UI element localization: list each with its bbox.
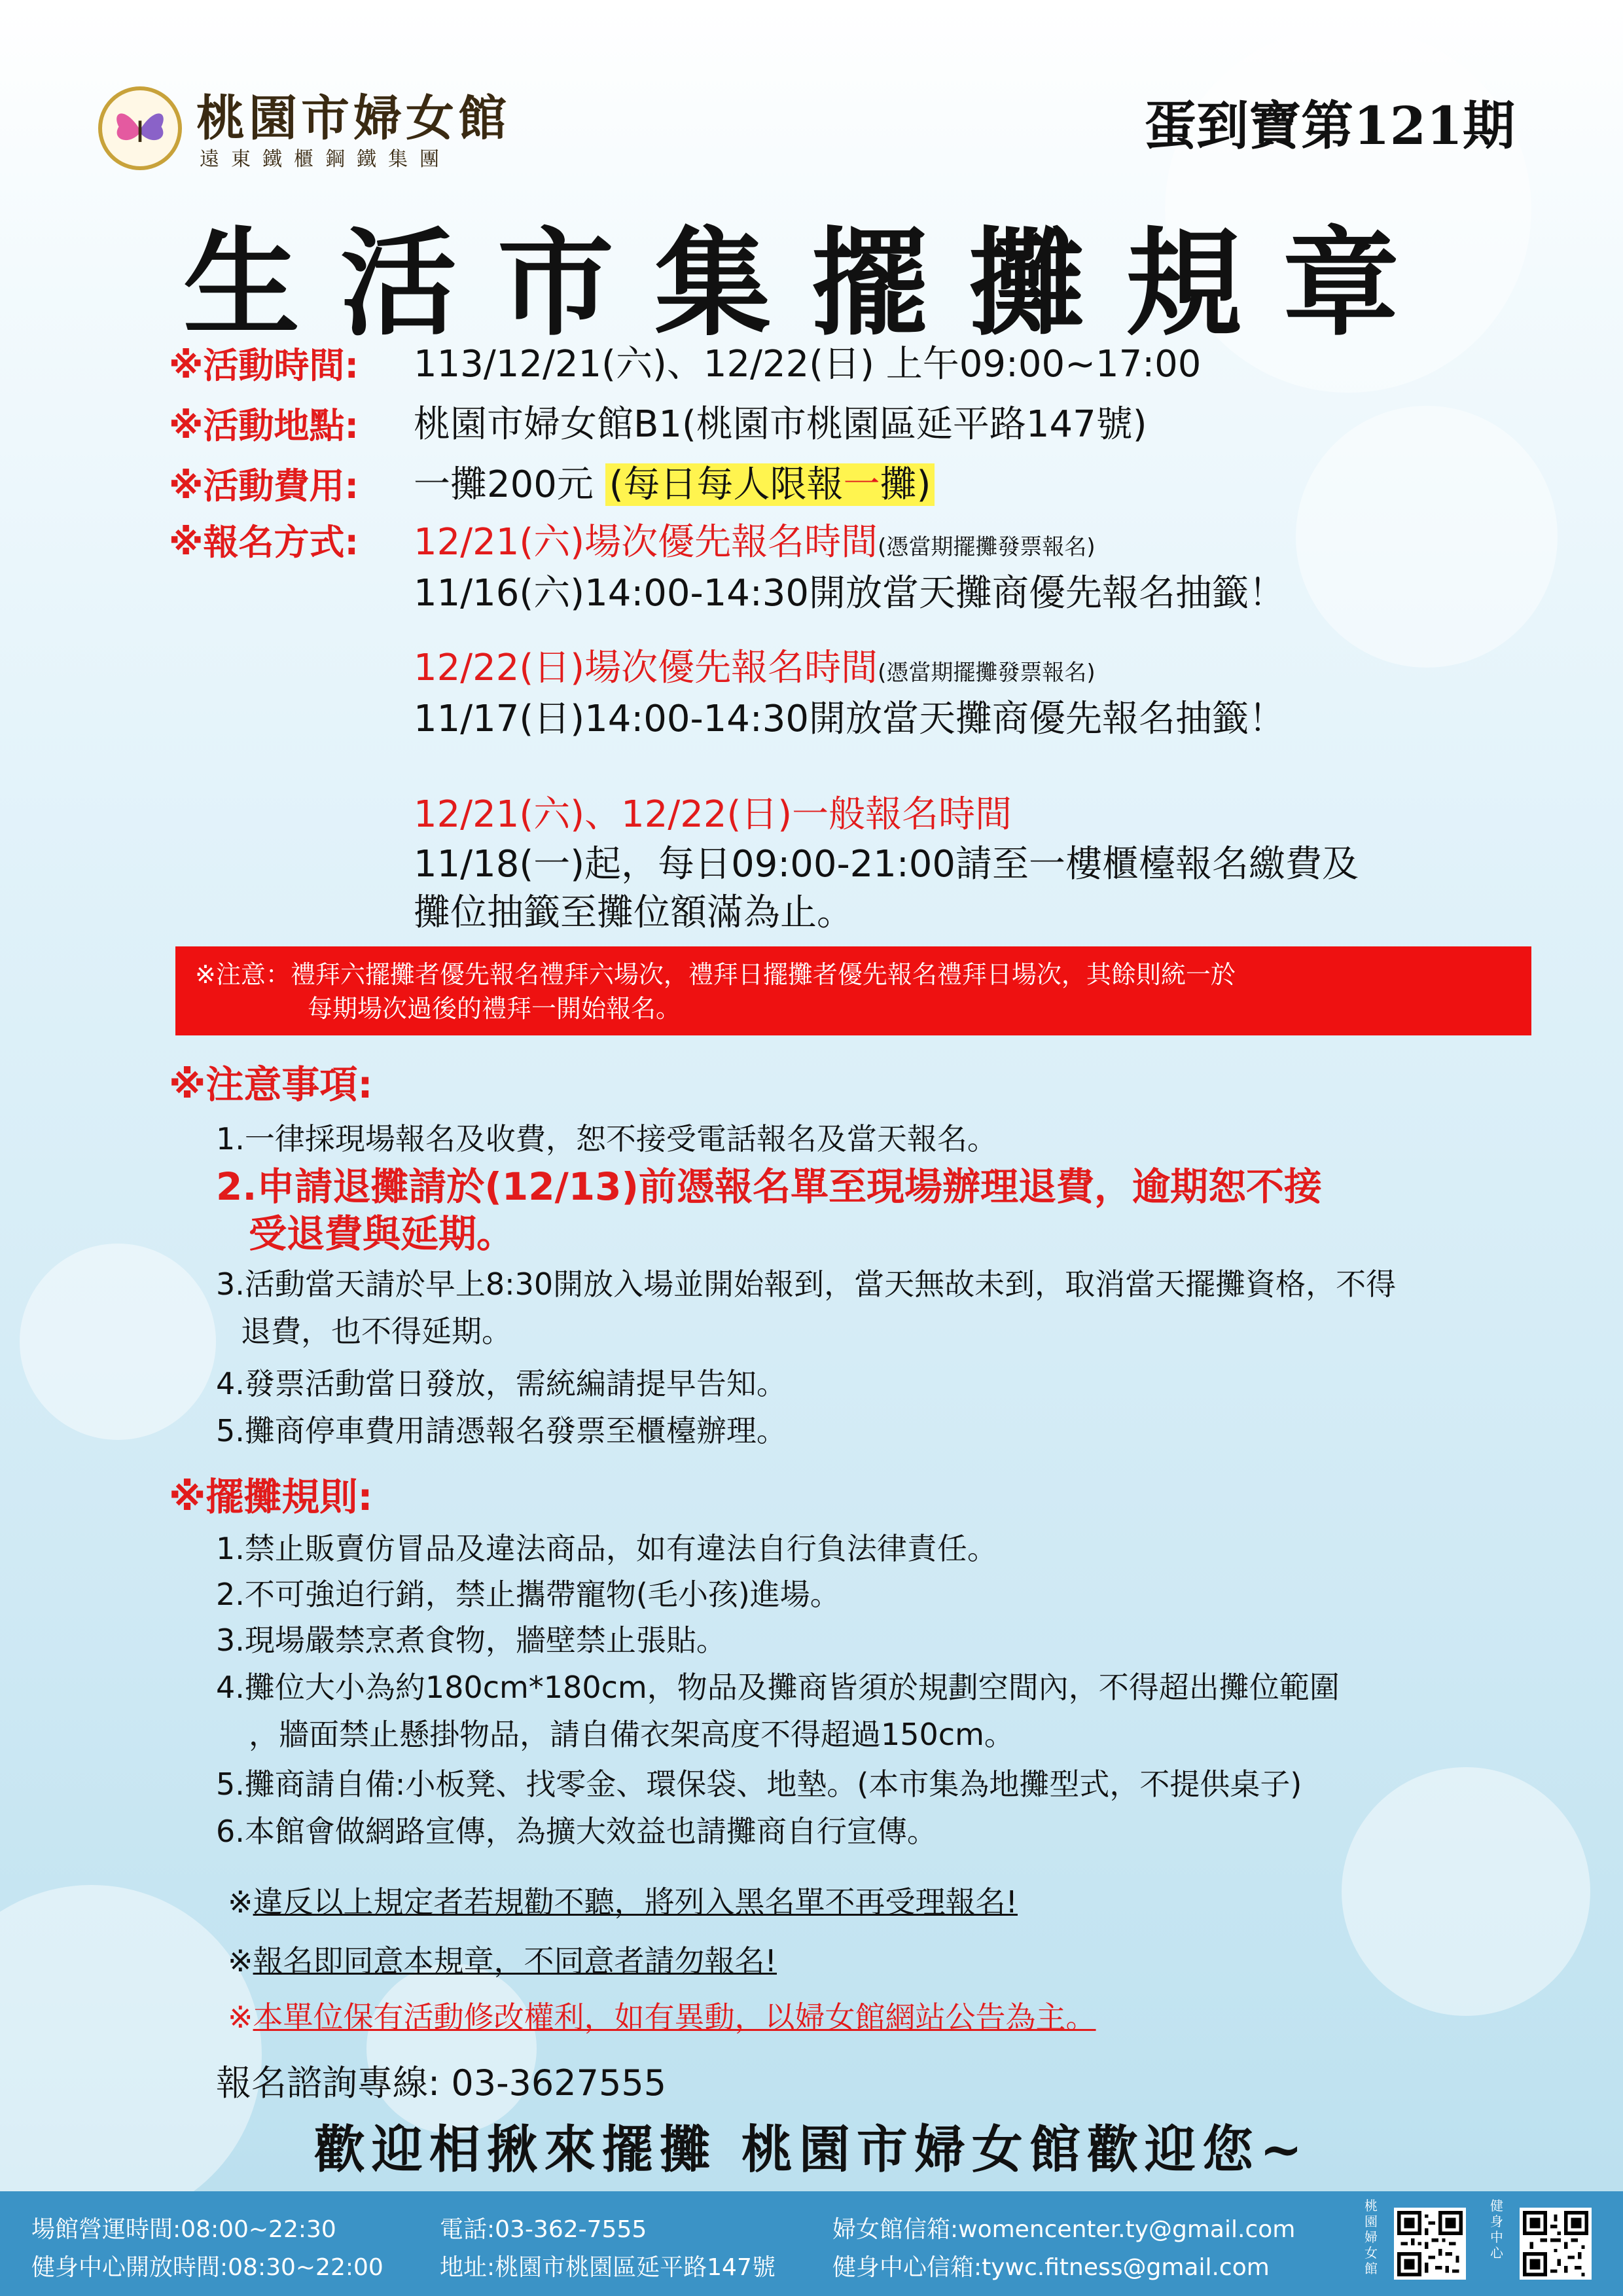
- venue-hours: 場館營運時間:08:00~22:30: [31, 2216, 336, 2243]
- rule-item-6: 6.本館會做網路宣傳，為擴大效益也請攤商自行宣傳。: [216, 1814, 937, 1849]
- page-title: 生活市集擺攤規章: [183, 215, 1440, 351]
- precaution-item-1: 1.一律採現場報名及收費，恕不接受電話報名及當天報名。: [216, 1121, 997, 1157]
- general-reg-line1: 11/18(一)起，每日09:00-21:00請至一樓櫃檯報名繳費及: [414, 843, 1359, 886]
- warning-mark: ※: [228, 1884, 253, 1920]
- sat-reg-note: (憑當期擺攤發票報名): [878, 534, 1096, 560]
- rules-heading: ※擺攤規則:: [169, 1475, 373, 1519]
- fee-limit-highlight: [605, 463, 935, 506]
- issue-number: 蛋到寶第121期: [1144, 95, 1515, 156]
- warning-2: [228, 1937, 777, 1981]
- precautions-heading: ※注意事項:: [169, 1062, 373, 1107]
- hotline: 報名諮詢專線: 03-3627555: [216, 2062, 667, 2104]
- rule-item-4a: 4.攤位大小為約180cm*180cm，物品及攤商皆須於規劃空間內，不得超出攤位範圍: [216, 1670, 1340, 1705]
- sun-reg-heading-text: 12/22(日)場次優先報名時間: [414, 647, 878, 689]
- qr1-label: 桃園婦女館: [1364, 2198, 1378, 2276]
- footer-phone: 電話:03-362-7555: [440, 2216, 647, 2243]
- rule-item-1: 1.禁止販賣仿冒品及違法商品，如有違法自行負法律責任。: [216, 1531, 997, 1566]
- notice-line2: 每期場次過後的禮拜一開始報名。: [308, 994, 681, 1023]
- precaution-item-2b: 受退費與延期。: [249, 1211, 515, 1256]
- fee-limit-end: 攤): [880, 463, 931, 506]
- background-bubble: [1296, 406, 1558, 668]
- gym-hours: 健身中心開放時間:08:30~22:00: [31, 2254, 383, 2281]
- fee-limit-text: (每日每人限報: [609, 463, 844, 506]
- qr-icon: [1394, 2208, 1466, 2280]
- rule-item-3: 3.現場嚴禁烹煮食物，牆壁禁止張貼。: [216, 1623, 726, 1658]
- background-bubble: [1342, 1767, 1590, 2016]
- general-reg-heading: 12/21(六)、12/22(日)一般報名時間: [414, 793, 1012, 836]
- sat-reg-heading: [414, 513, 1096, 565]
- warning-2-text: 報名即同意本規章，不同意者請勿報名!: [253, 1943, 777, 1979]
- rule-item-2: 2.不可強迫行銷，禁止攜帶寵物(毛小孩)進場。: [216, 1577, 840, 1612]
- warning-1-text: 違反以上規定者若規勸不聽，將列入黑名單不再受理報名!: [253, 1884, 1018, 1920]
- sat-reg-detail: 11/16(六)14:00-14:30開放當天攤商優先報名抽籤！: [414, 572, 1286, 615]
- women-email: 婦女館信箱:womencenter.ty@gmail.com: [832, 2216, 1296, 2243]
- notice-box: [175, 946, 1531, 1035]
- footer-address: 地址:桃園市桃園區延平路147號: [440, 2254, 776, 2281]
- notice-line1: ※注意：禮拜六擺攤者優先報名禮拜六場次，禮拜日擺攤者優先報名禮拜日場次，其餘則統一於: [195, 960, 1236, 989]
- time-value: 113/12/21(六)、12/22(日) 上午09:00~17:00: [414, 343, 1202, 386]
- background-bubble: [366, 1964, 537, 2134]
- gym-email: 健身中心信箱:tywc.fitness@gmail.com: [832, 2254, 1270, 2281]
- warning-3: [228, 1994, 1096, 2037]
- butterfly-icon: [102, 90, 178, 166]
- fee-label: ※活動費用:: [169, 465, 359, 507]
- fee-amount: 一攤200元: [414, 463, 594, 506]
- sun-reg-note: (憑當期擺攤發票報名): [878, 660, 1096, 686]
- sun-reg-heading: [414, 639, 1096, 691]
- qr2-label: 健身中心: [1490, 2198, 1503, 2261]
- precaution-item-3b: 退費，也不得延期。: [241, 1314, 512, 1349]
- fee-limit-one: 一: [843, 463, 880, 506]
- sat-reg-heading-text: 12/21(六)場次優先報名時間: [414, 521, 878, 564]
- warning-3-text: 本單位保有活動修改權利，如有異動，以婦女館網站公告為主。: [253, 2000, 1096, 2035]
- general-reg-line2: 攤位抽籤至攤位額滿為止。: [414, 891, 853, 934]
- org-logo: [98, 86, 182, 170]
- precaution-item-2a: 2.申請退攤請於(12/13)前憑報名單至現場辦理退費，逾期恕不接: [216, 1164, 1323, 1209]
- rule-item-4b: ，牆面禁止懸掛物品，請自備衣架高度不得超過150cm。: [249, 1717, 1014, 1752]
- place-value: 桃園市婦女館B1(桃園市桃園區延平路147號): [414, 403, 1147, 446]
- fee-value: [414, 456, 935, 508]
- welcome-slogan: 歡迎相揪來擺攤 桃園市婦女館歡迎您~: [313, 2120, 1310, 2179]
- qr-icon: [1520, 2208, 1592, 2280]
- gym-qr-code[interactable]: [1520, 2208, 1592, 2280]
- time-label: ※活動時間:: [169, 345, 359, 386]
- women-center-qr-code[interactable]: [1394, 2208, 1466, 2280]
- precaution-item-5: 5.攤商停車費用請憑報名發票至櫃檯辦理。: [216, 1413, 787, 1448]
- footer-bar: [0, 2191, 1623, 2296]
- precaution-item-4: 4.發票活動當日發放，需統編請提早告知。: [216, 1366, 787, 1401]
- place-label: ※活動地點:: [169, 405, 359, 446]
- warning-1: [228, 1878, 1018, 1922]
- org-subtitle: 遠東鐵櫃鋼鐵集團: [200, 148, 451, 171]
- background-bubble: [20, 1244, 216, 1440]
- rule-item-5: 5.攤商請自備:小板凳、找零金、環保袋、地墊。(本市集為地攤型式，不提供桌子): [216, 1767, 1302, 1802]
- precaution-item-3a: 3.活動當天請於早上8:30開放入場並開始報到，當天無故未到，取消當天擺攤資格，不得: [216, 1266, 1397, 1302]
- warning-mark: ※: [228, 2000, 253, 2035]
- reg-label: ※報名方式:: [169, 522, 359, 563]
- org-name: 桃園市婦女館: [196, 90, 510, 147]
- warning-mark: ※: [228, 1943, 253, 1979]
- sun-reg-detail: 11/17(日)14:00-14:30開放當天攤商優先報名抽籤！: [414, 698, 1286, 740]
